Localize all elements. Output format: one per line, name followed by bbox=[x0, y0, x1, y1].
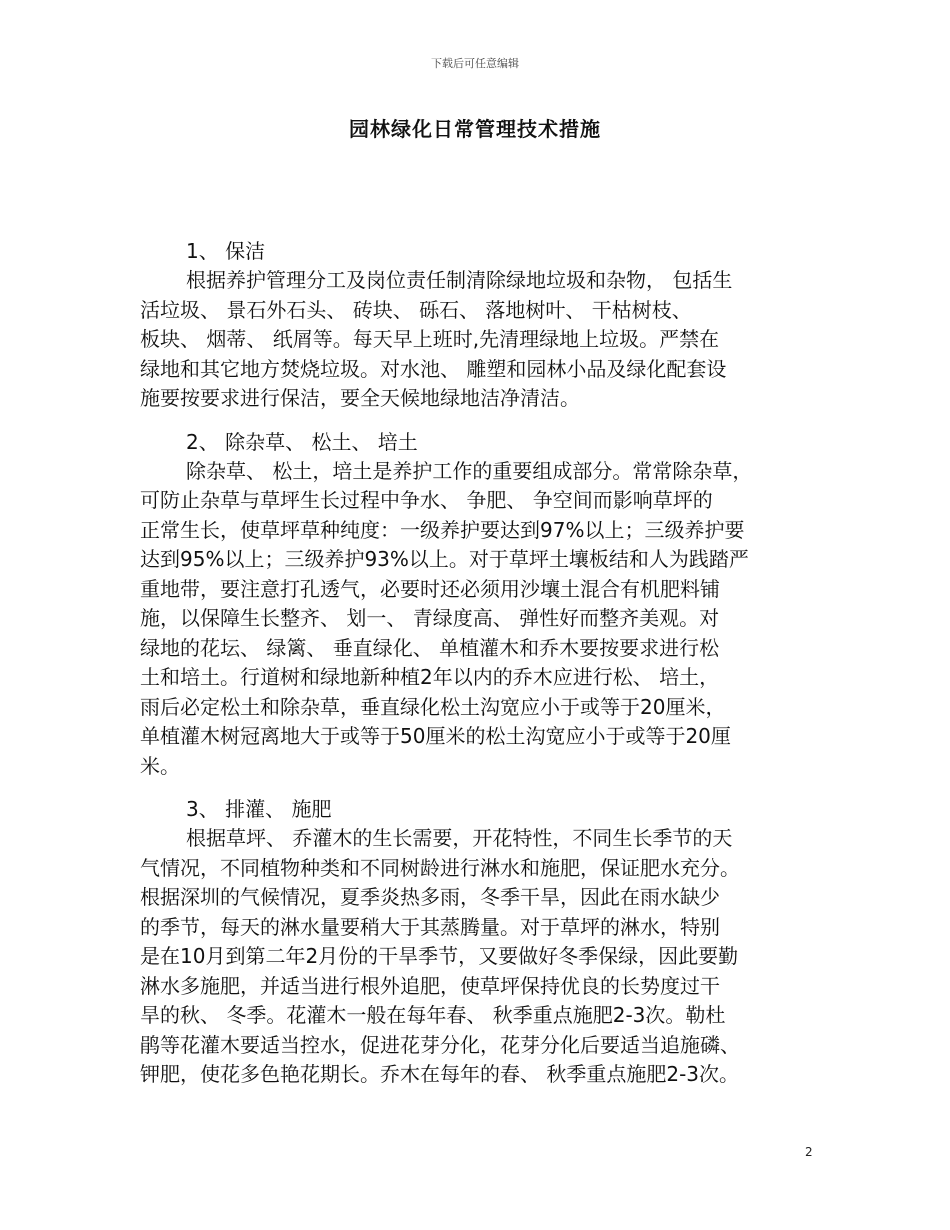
section-weeding bbox=[140, 427, 830, 782]
document-body bbox=[140, 236, 830, 1103]
paragraph-line: 绿地的花坛、 绿篱、 垂直绿化、 单植灌木和乔木要按要求进行松 bbox=[140, 635, 720, 660]
paragraph-line: 单植灌木树冠离地大于或等于50厘米的松土沟宽应小于或等于20厘 bbox=[140, 724, 731, 748]
paragraph-line: 旱的秋、 冬季。花灌木一般在每年春、 秋季重点施肥2-3次。勒杜 bbox=[140, 1003, 726, 1027]
paragraph-line: 米。 bbox=[140, 753, 180, 778]
paragraph-line: 绿地和其它地方焚烧垃圾。对水池、 雕塑和园林小品及绿化配套设 bbox=[140, 356, 727, 381]
section-irrigation bbox=[140, 794, 830, 1090]
paragraph-line: 的季节，每天的淋水量要稍大于其蒸腾量。对于草坪的淋水，特别 bbox=[140, 914, 720, 939]
paragraph-line: 板块、 烟蒂、 纸屑等。每天早上班时,先清理绿地上垃圾。严禁在 bbox=[140, 327, 720, 351]
paragraph-line: 根据草坪、 乔灌木的生长需要，开花特性，不同生长季节的天 bbox=[186, 826, 733, 850]
paragraph-line: 淋水多施肥，并适当进行根外追肥，使草坪保持优良的长势度过干 bbox=[140, 973, 720, 998]
paragraph-line: 根据养护管理分工及岗位责任制清除绿地垃圾和杂物， 包括生 bbox=[186, 268, 733, 292]
paragraph-line: 重地带，要注意打孔透气，必要时还必须用沙壤土混合有机肥料铺 bbox=[140, 576, 720, 601]
paragraph-line: 活垃圾、 景石外石头、 砖块、 砾石、 落地树叶、 干枯树枝、 bbox=[140, 297, 692, 322]
paragraph-line: 除杂草、 松土，培土是养护工作的重要组成部分。常常除杂草， bbox=[186, 458, 753, 483]
section-heading: 2、 除杂草、 松土、 培土 bbox=[186, 429, 418, 454]
section-paragraph bbox=[140, 824, 830, 1090]
section-heading: 1、 保洁 bbox=[186, 239, 266, 263]
paragraph-line: 达到95%以上；三级养护93%以上。对于草坪土壤板结和人为践踏严 bbox=[140, 547, 749, 571]
section-cleaning bbox=[140, 236, 830, 414]
paragraph-line: 施，以保障生长整齐、 划一、 青绿度高、 弹性好而整齐美观。对 bbox=[140, 606, 720, 630]
paragraph-line: 鹃等花灌木要适当控水，促进花芽分化，花芽分化后要适当追施磷、 bbox=[140, 1032, 740, 1057]
section-paragraph bbox=[140, 266, 830, 414]
section-heading: 3、 排灌、 施肥 bbox=[186, 797, 332, 821]
paragraph-line: 钾肥，使花多色艳花期长。乔木在每年的春、 秋季重点施肥2-3次。 bbox=[140, 1062, 740, 1086]
paragraph-line: 气情况，不同植物种类和不同树龄进行淋水和施肥，保证肥水充分。 bbox=[140, 855, 740, 880]
paragraph-line: 施要按要求进行保洁，要全天候地绿地洁净清洁。 bbox=[140, 386, 580, 410]
paragraph-line: 根据深圳的气候情况，夏季炎热多雨，冬季干旱，因此在雨水缺少 bbox=[140, 885, 720, 909]
paragraph-line: 是在10月到第二年2月份的干旱季节，又要做好冬季保绿，因此要勤 bbox=[140, 944, 739, 968]
paragraph-line: 雨后必定松土和除杂草，垂直绿化松土沟宽应小于或等于20厘米， bbox=[140, 694, 726, 719]
header-note: 下载后可任意编辑 bbox=[431, 57, 519, 70]
paragraph-line: 可防止杂草与草坪生长过程中争水、 争肥、 争空间而影响草坪的 bbox=[140, 488, 713, 512]
paragraph-line: 土和培土。行道树和绿地新种植2年以内的乔木应进行松、 培土， bbox=[140, 665, 720, 689]
section-paragraph bbox=[140, 457, 830, 782]
paragraph-line: 正常生长，使草坪草种纯度：一级养护要达到97%以上；三级养护要 bbox=[140, 517, 745, 542]
document-title: 园林绿化日常管理技术措施 bbox=[349, 117, 601, 141]
page-number: 2 bbox=[805, 1145, 813, 1159]
